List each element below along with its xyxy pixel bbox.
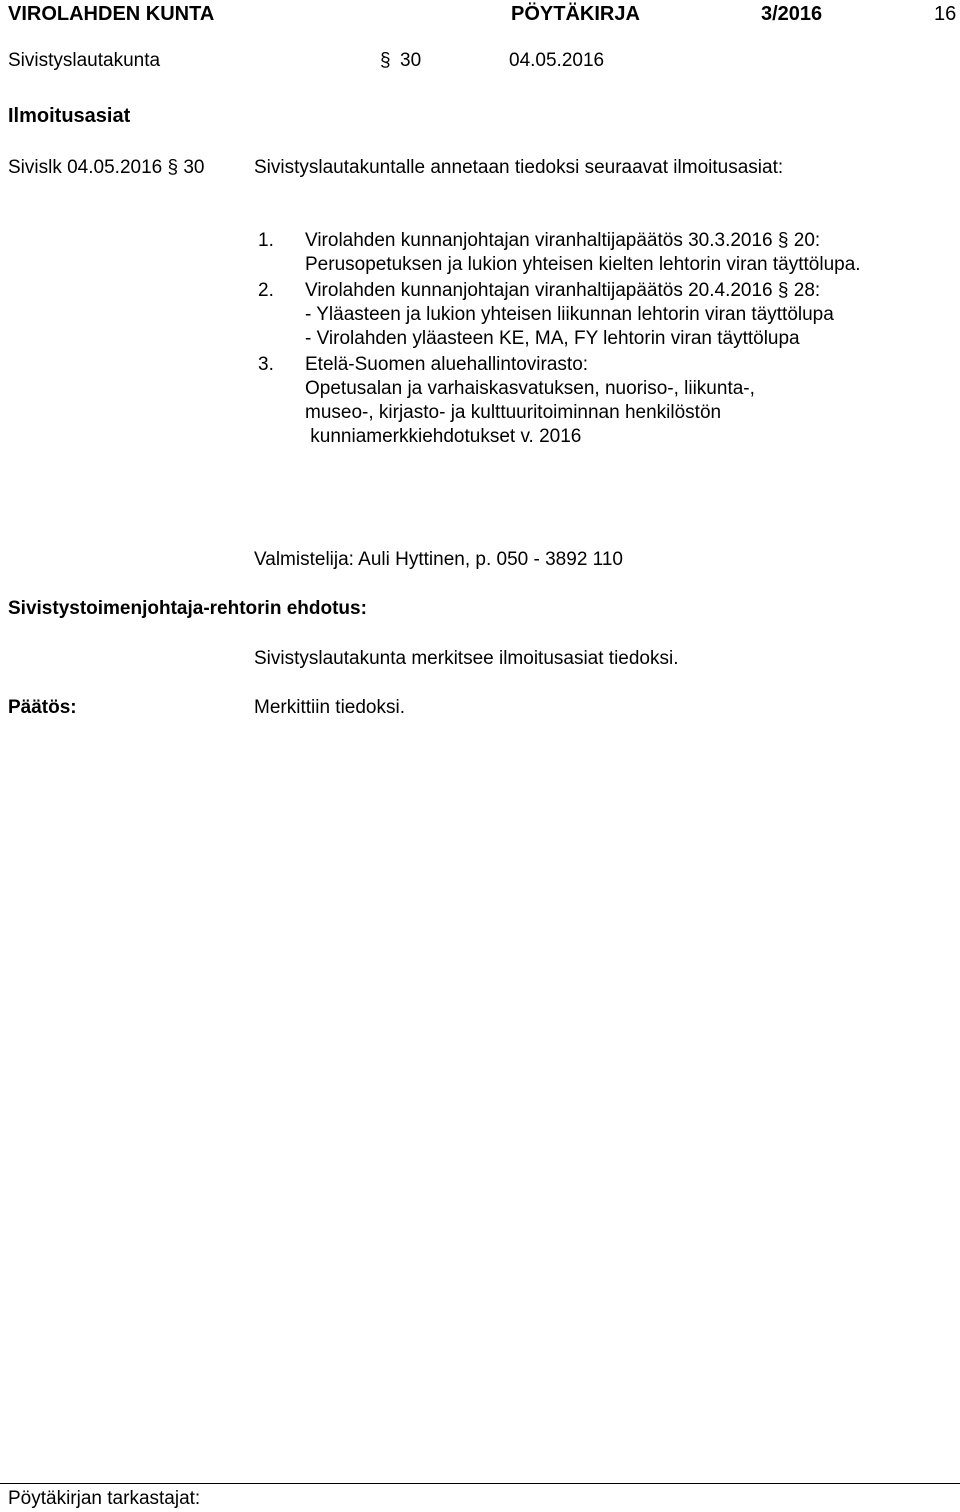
list-item-line: Virolahden kunnanjohtajan viranhaltijapäätös 20.4.2016 § 28: — [305, 280, 821, 301]
list-item-number: 1. — [258, 230, 274, 251]
preparer-info: Valmistelija: Auli Hyttinen, p. 050 - 3892 110 — [254, 549, 623, 570]
list-item-line: - Virolahden yläasteen KE, MA, FY lehtorin viran täyttölupa — [305, 328, 800, 349]
proposal-text: Sivistyslautakunta merkitsee ilmoitusasiat tiedoksi. — [254, 648, 679, 669]
decision-label: Päätös: — [8, 697, 77, 718]
proposal-label: Sivistystoimenjohtaja-rehtorin ehdotus: — [8, 598, 367, 619]
list-item-line: - Yläasteen ja lukion yhteisen liikunnan lehtorin viran täyttölupa — [305, 304, 834, 325]
doc-number: 3/2016 — [761, 3, 823, 25]
list-item-line: kunniamerkkiehdotukset v. 2016 — [305, 426, 582, 447]
org-name: VIROLAHDEN KUNTA — [8, 3, 215, 25]
list-item-line: museo-, kirjasto- ja kulttuuritoiminnan henkilöstön — [305, 402, 722, 423]
list-item-number: 2. — [258, 280, 274, 301]
section-symbol: § — [380, 50, 391, 71]
list-item-line: Etelä-Suomen aluehallintovirasto: — [305, 354, 589, 375]
case-reference — [8, 156, 205, 180]
footer-divider — [0, 1483, 960, 1484]
list-item-line: Opetusalan ja varhaiskasvatuksen, nuoriso-, liikunta-, — [305, 378, 755, 399]
decision-text: Merkittiin tiedoksi. — [254, 697, 405, 718]
page-number: 16 — [934, 3, 957, 25]
list-item-number: 3. — [258, 354, 274, 375]
case-reference-prefix: Sivislk 04.05.2016 — [8, 157, 163, 178]
list-item-line: Perusopetuksen ja lukion yhteisen kielten lehtorin viran täyttölupa. — [305, 254, 861, 275]
page-title: Ilmoitusasiat — [8, 105, 131, 127]
intro-text: Sivistyslautakuntalle annetaan tiedoksi seuraavat ilmoitusasiat: — [254, 157, 784, 178]
case-reference-symbol: § — [167, 157, 179, 178]
meeting-date: 04.05.2016 — [509, 50, 605, 71]
section-number: 30 — [400, 50, 422, 71]
committee-name: Sivistyslautakunta — [8, 50, 161, 71]
doc-type: PÖYTÄKIRJA — [511, 3, 640, 25]
reviewers-label: Pöytäkirjan tarkastajat: — [8, 1488, 201, 1509]
case-reference-number: 30 — [183, 157, 205, 178]
list-item-line: Virolahden kunnanjohtajan viranhaltijapäätös 30.3.2016 § 20: — [305, 230, 821, 251]
